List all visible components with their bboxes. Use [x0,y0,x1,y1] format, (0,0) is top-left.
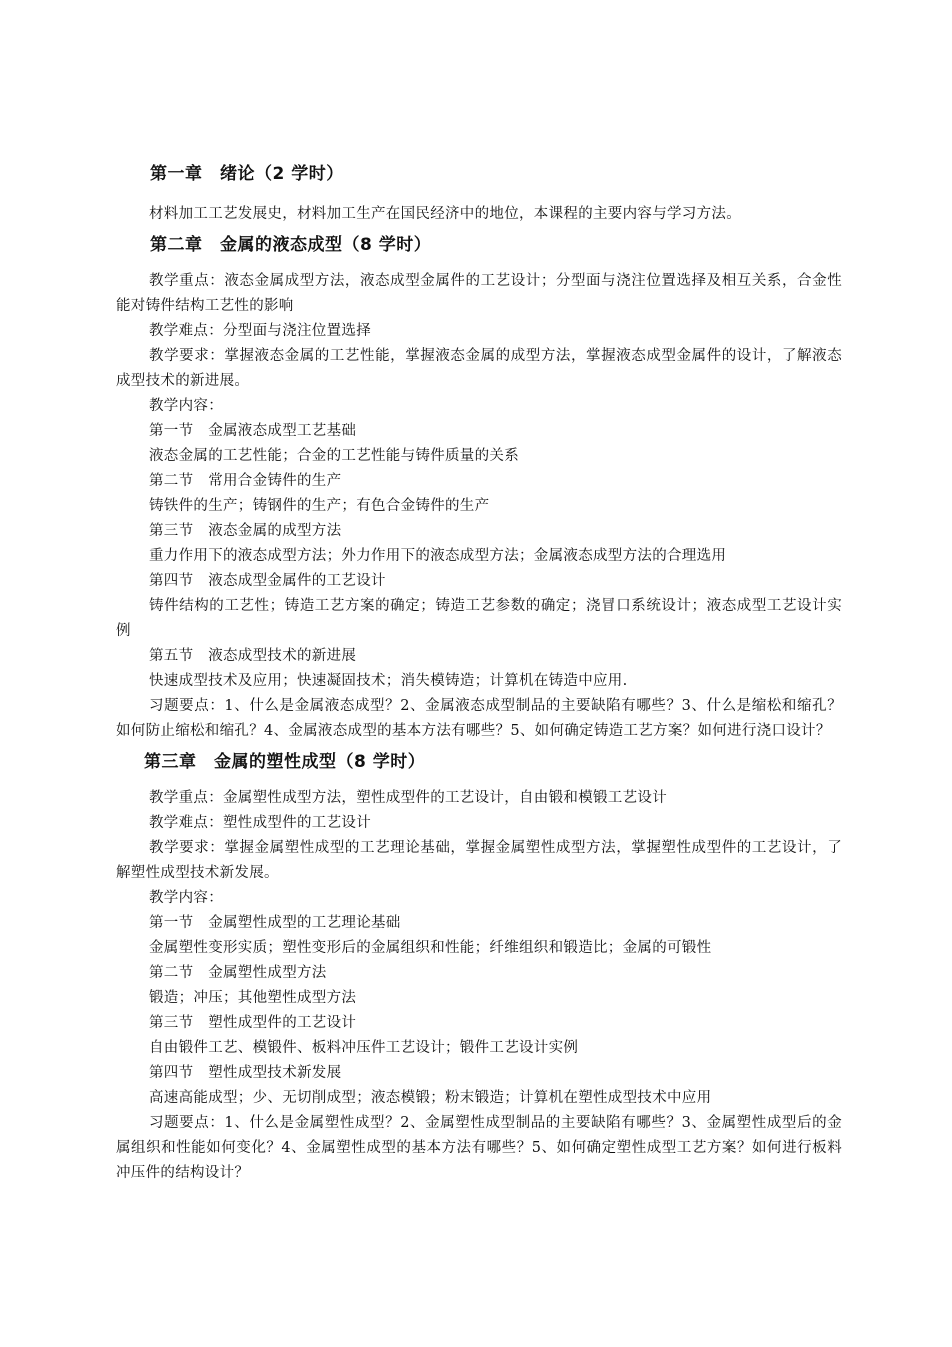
chapter-2-title: 第二章 金属的液态成型（8 学时） [150,235,432,255]
chapter-2-section-5-body: 快速成型技术及应用；快速凝固技术；消失模铸造；计算机在铸造中应用. [149,673,628,689]
chapter-1-title: 第一章 绪论（2 学时） [150,164,344,184]
chapter-2-requirements: 教学要求：掌握液态金属的工艺性能，掌握液态金属的成型方法，掌握液态成型金属件的设计，了解液态成型技术的新进展。 [116,348,842,389]
chapter-2 [116,233,842,744]
chapter-3-title: 第三章 金属的塑性成型（8 学时） [144,752,426,772]
chapter-1 [116,162,842,227]
chapter-3-section-2-body: 锻造；冲压；其他塑性成型方法 [149,990,357,1006]
chapter-2-section-2-body: 铸铁件的生产；铸钢件的生产；有色合金铸件的生产 [149,498,490,514]
chapter-1-paragraph: 材料加工工艺发展史，材料加工生产在国民经济中的地位，本课程的主要内容与学习方法。 [149,206,741,222]
chapter-3-section-4-body: 高速高能成型；少、无切削成型；液态模锻；粉末锻造；计算机在塑性成型技术中应用 [149,1090,712,1106]
chapter-3-key-points: 教学重点：金属塑性成型方法，塑性成型件的工艺设计，自由锻和模锻工艺设计 [149,790,667,806]
chapter-2-section-5-title: 第五节 液态成型技术的新进展 [149,648,357,664]
document-body [116,162,842,1186]
chapter-3-section-1-body: 金属塑性变形实质；塑性变形后的金属组织和性能；纤维组织和锻造比；金属的可锻性 [149,940,712,956]
chapter-3 [116,750,842,1186]
chapter-2-section-4-title: 第四节 液态成型金属件的工艺设计 [149,573,386,589]
chapter-3-difficulties: 教学难点：塑性成型件的工艺设计 [149,815,371,831]
chapter-2-section-4-body: 铸件结构的工艺性；铸造工艺方案的确定；铸造工艺参数的确定；浇冒口系统设计；液态成型工艺设计实例 [116,598,842,639]
chapter-3-section-2-title: 第二节 金属塑性成型方法 [149,965,327,981]
chapter-3-section-3-title: 第三节 塑性成型件的工艺设计 [149,1015,357,1031]
chapter-3-section-1-title: 第一节 金属塑性成型的工艺理论基础 [149,915,401,931]
chapter-2-section-1-title: 第一节 金属液态成型工艺基础 [149,423,357,439]
chapter-3-section-3-body: 自由锻件工艺、模锻件、板料冲压件工艺设计；锻件工艺设计实例 [149,1040,579,1056]
chapter-2-key-points: 教学重点：液态金属成型方法，液态成型金属件的工艺设计；分型面与浇注位置选择及相互关系，合金性能对铸件结构工艺性的影响 [116,273,842,314]
chapter-3-exercises: 习题要点：1、什么是金属塑性成型？2、金属塑性成型制品的主要缺陷有哪些？3、金属塑性成型后的金属组织和性能如何变化？4、金属塑性成型的基本方法有哪些？5、如何确定塑性成型工艺方案？如何进行板料冲压件的结构设计？ [116,1115,842,1181]
chapter-2-section-3-body: 重力作用下的液态成型方法；外力作用下的液态成型方法；金属液态成型方法的合理选用 [149,548,727,564]
chapter-3-content-heading: 教学内容： [149,890,223,906]
chapter-2-content-heading: 教学内容： [149,398,223,414]
chapter-2-difficulties: 教学难点：分型面与浇注位置选择 [149,323,371,339]
chapter-3-requirements: 教学要求：掌握金属塑性成型的工艺理论基础，掌握金属塑性成型方法，掌握塑性成型件的工艺设计，了解塑性成型技术新发展。 [116,840,842,881]
chapter-2-section-2-title: 第二节 常用合金铸件的生产 [149,473,342,489]
chapter-2-section-3-title: 第三节 液态金属的成型方法 [149,523,342,539]
chapter-2-exercises: 习题要点：1、什么是金属液态成型？2、金属液态成型制品的主要缺陷有哪些？3、什么是缩松和缩孔？如何防止缩松和缩孔？4、金属液态成型的基本方法有哪些？5、如何确定铸造工艺方案？如何进行浇口设计？ [116,698,842,739]
chapter-3-section-4-title: 第四节 塑性成型技术新发展 [149,1065,342,1081]
chapter-2-section-1-body: 液态金属的工艺性能；合金的工艺性能与铸件质量的关系 [149,448,519,464]
